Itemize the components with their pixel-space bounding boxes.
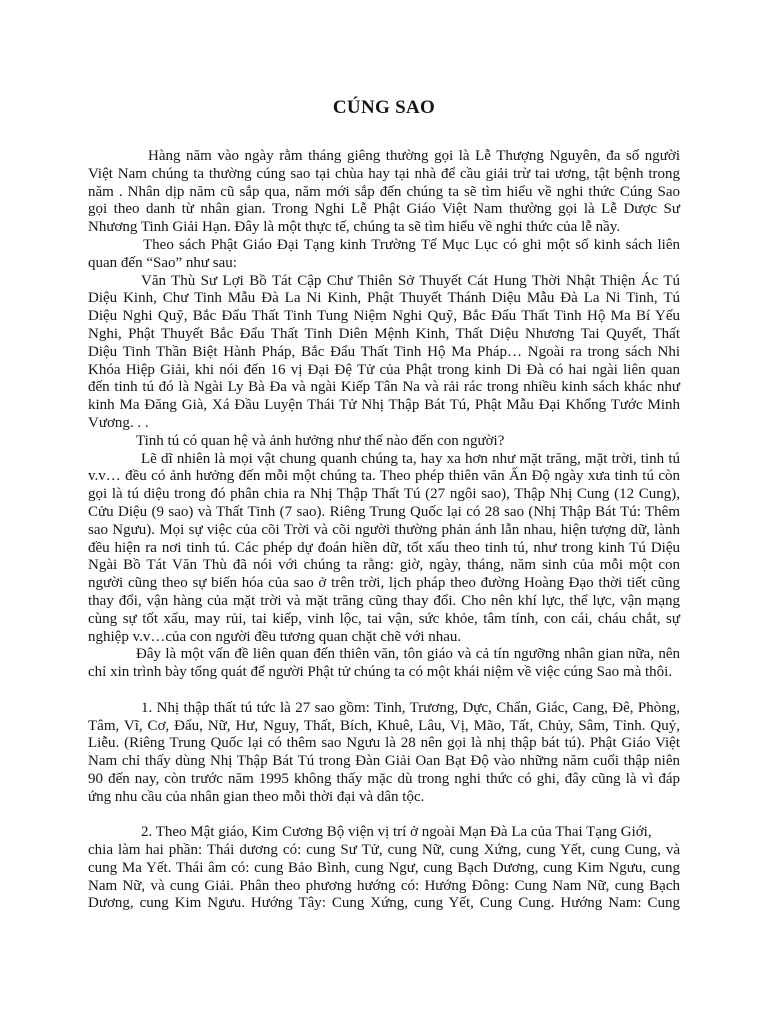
text-line: Theo sách Phật Giáo Đại Tạng kinh Trường Tế Mục Lục có ghi một số kinh sách liên (143, 236, 680, 253)
text-line: Nhương Tinh Giải Hạn. Đây là một thực tế, chúng ta sẽ tìm hiểu về nghi thức của lễ nầy. (88, 219, 621, 236)
paragraph (88, 646, 680, 682)
text-line: quan đến “Sao” như sau: (88, 254, 237, 271)
text-line: Liễu. (Riêng Trung Quốc lại có thêm sao Ngưu là 28 nên gọi là nhị thập bát tú). Phật Giáo Việt (88, 735, 680, 752)
text-line: gọi là tú diệu trong đó phân chia ra Nhị Thập Thất Tú (27 ngôi sao), Thập Nhị Cung (12 Cung), (88, 486, 680, 503)
text-line: ứng nhu cầu của nhân gian theo mỗi thời đại và dân tộc. (88, 788, 425, 805)
text-line: Tâm, Vĩ, Cơ, Đẩu, Nữ, Hư, Nguy, Thất, Bích, Khuê, Lâu, Vị, Mão, Tất, Chủy, Sâm, Tỉnh. Quỷ, (88, 717, 680, 734)
text-line: năm . Nhân dịp năm cũ sắp qua, năm mới sắp đến chúng ta sẽ tìm hiểu về nghi thức Cúng Sao (88, 183, 680, 200)
text-line: v.v… đều có ảnh hưởng đến mỗi một chúng ta. Theo phép thiên văn Ấn Độ ngày xưa tinh tú còn (88, 468, 680, 485)
text-line: Nghi, Phật Thuyết Bắc Đẩu Thất Tinh Diên Mệnh Kinh, Thất Diệu Nhương Tai Quyết, Thất (88, 325, 680, 342)
text-line: gọi theo danh từ nhân gian. Trong Nghi Lễ Phật Giáo Việt Nam thường gọi là Lễ Dược Sư (88, 201, 680, 218)
paragraph (88, 273, 680, 433)
text-line: Đây là một vấn đề liên quan đến thiên văn, tôn giáo và cả tín ngưỡng nhân gian nữa, nên (136, 646, 680, 663)
text-line: đều hiện ra nơi tinh tú. Các phép dự đoán hiền dữ, tốt xấu theo tinh tú, như trong kinh Tú Diệu (88, 539, 680, 556)
document-body (88, 148, 680, 913)
paragraph (88, 824, 680, 913)
paragraph (88, 700, 680, 807)
text-line: Nam Nữ, và cung Giải. Phân theo phương hướng có: Hướng Đông: Cung Nam Nữ, cung Bạch (88, 877, 680, 894)
text-line: người cũng theo sự biến hóa của sao ở trên trời, lịch pháp theo đường Hoàng Đạo thời tiết cũng (88, 575, 680, 592)
text-line: thay đổi, vận hàng của mặt trời và mặt trăng cũng thay đổi. Cho nên khí lực, thể lực, vận mạng (88, 592, 680, 609)
text-line: Văn Thù Sư Lợi Bồ Tát Cập Chư Thiên Sở Thuyết Cát Hung Thời Nhật Thiện Ác Tú (141, 272, 680, 289)
paragraph (88, 237, 680, 273)
paragraph-spacer (88, 682, 680, 700)
text-line: Lẽ dĩ nhiên là mọi vật chung quanh chúng ta, hay xa hơn như mặt trăng, mặt trời, tinh tú (141, 450, 680, 467)
text-line: đến tinh tú đó là Ngài Ly Bà Đa và ngài Kiếp Tân Na và rải rác trong nhiều kinh sách khác như (88, 379, 680, 396)
paragraph-spacer (88, 806, 680, 824)
document-title: CÚNG SAO (332, 97, 436, 118)
text-line: Khóa Hiệp Giải, khi nói đến 16 vị Đại Đệ Tử của Phật trong kinh Di Đà có hai ngài liên quan (88, 361, 680, 378)
text-line: Hàng năm vào ngày rằm tháng giêng thường gọi là Lễ Thượng Nguyên, đa số người (148, 148, 680, 164)
text-line: chia làm hai phần: Thái dương có: cung Sư Tử, cung Nữ, cung Xứng, cung Yết, cung Cung, và (88, 842, 680, 859)
text-line: chỉ xin trình bày tổng quát để người Phật tử chúng ta có một khái niệm về việc cúng Sao mà thôi. (88, 664, 673, 681)
text-line: Tinh tú có quan hệ và ảnh hưởng như thế nào đến con người? (136, 432, 505, 449)
text-line: Diệu Nghi Quỹ, Bắc Đẩu Thất Tinh Tung Niệm Nghi Quỹ, Bắc Đẩu Thất Tinh Hộ Ma Bí Yếu (88, 308, 680, 325)
text-line: Ngài Bồ Tát Văn Thù đã nói với chúng ta rằng: giờ, ngày, tháng, năm sinh của mỗi một con (88, 557, 680, 574)
text-line: nghiệp v.v…của con người đều tương quan chặt chẽ với nhau. (88, 628, 462, 645)
text-line: Diệu Tinh Thần Biệt Hành Pháp, Bắc Đẩu Thất Tinh Hộ Ma Pháp… Ngoài ra trong sách Nhi (88, 343, 680, 360)
paragraph (88, 148, 680, 237)
text-line: Việt Nam chúng ta thường cúng sao tại chùa hay tại nhà để cầu giải trừ tai ương, tật bệnh trong (88, 165, 680, 182)
text-line: Dương, cung Kim Ngưu. Hướng Tây: Cung Xứng, cung Yết, Cung Cung. Hướng Nam: Cung (88, 895, 680, 912)
text-line: 2. Theo Mật giáo, Kim Cương Bộ viện vị trí ở ngoài Mạn Đà La của Thai Tạng Giới, (141, 824, 652, 841)
text-line: cung Ma Yết. Thái âm có: cung Bảo Bình, cung Ngư, cung Bạch Dương, cung Kim Ngưu, cung (88, 859, 680, 876)
paragraph (88, 433, 680, 451)
text-line: sao Ngưu). Mọi sự việc của cõi Trời và cõi người thường phản ánh lẫn nhau, hiện tượng dữ, lành (88, 521, 680, 538)
paragraph (88, 451, 680, 647)
text-line: Nam chỉ thấy dùng Nhị Thập Bát Tú trong Đàn Giải Oan Bạt Độ vào những năm cuối thập niên (88, 753, 680, 770)
text-line: 90 đến nay, còn trước năm 1995 không thấy mặc dù trong nghi thức có ghi, đây cũng là vì đáp (88, 770, 680, 787)
text-line: Vương. . . (88, 414, 149, 431)
text-line: cùng sự tốt xấu, may rủi, tai kiếp, vinh lộc, tai vận, sức khỏe, tâm tính, con cái, cháu chắt, sự (88, 610, 680, 627)
text-line: 1. Nhị thập thất tú tức là 27 sao gồm: Tinh, Trương, Dực, Chẩn, Giác, Cang, Đê, Phòng, (141, 699, 680, 716)
text-line: kinh Ma Đăng Già, Xá Đầu Luyện Thái Tử Nhị Thập Bát Tú, Phật Mẫu Đại Khổng Tước Minh (88, 397, 680, 414)
text-line: Diệu Kinh, Chư Tinh Mẫu Đà La Ni Kinh, Phật Thuyết Thánh Diệu Mẫu Đà La Ni Tinh, Tú (88, 290, 680, 307)
text-line: Cửu Diệu (9 sao) và Thất Tinh (7 sao). Riêng Trung Quốc lại có 28 sao (Nhị Thập Bát Tú: Thêm (88, 503, 680, 520)
